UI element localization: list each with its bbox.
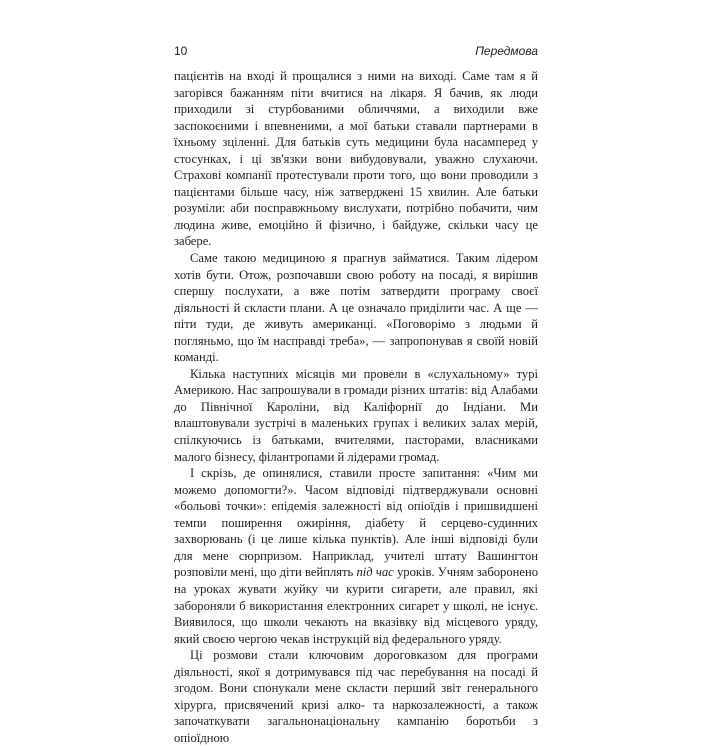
paragraph-5: Ці розмови стали ключовим дороговказом для програми діяльності, якої я дотримувався під час перебування на посаді й згодом. Вони спонукали мене скласти перший звіт генерального хірурга, присвячений кризі алко- та наркозалежності, а також започаткувати загальнонаціональну кампанію боротьби з опіоїдною	[174, 648, 538, 745]
page-number: 10	[174, 44, 188, 58]
paragraph-1: пацієнтів на вході й прощалися з ними на виході. Саме там я й загорівся бажанням піти вчитися на лікаря. Я бачив, як люди приходили зі стурбованими обличчями, а виходили вже заспокоєними і впевненими, а мої батьки ставали партнерами в їхньому зціленні. Для батьків суть медицини була насамперед у стосунках, і ці зв'язки вони вибудовували, уважно слухаючи. Страхові компанії протестували проти того, що вони проводили з пацієнтами більше часу, ніж затверджені 15 хвилин. Але батьки розуміли: аби посправжньому вислухати, потрібно побачити, чим людина живе, емоційно й фізично, і байдуже, скільки часу це забере.	[174, 69, 538, 249]
emphasis: під час	[356, 565, 394, 580]
paragraph-3: Кілька наступних місяців ми провели в «слухальному» турі Америкою. Нас запрошували в громади різних штатів: від Алабами до Північної Кароліни, від Каліфорнії до Індіани. Ми влаштовували зустрічі в маленьких групах і великих залах мерій, спілкуючись із батьками, вчителями, пасторами, власниками малого бізнесу, філантропами й лідерами громад.	[174, 366, 538, 464]
paragraph-2: Саме такою медициною я прагнув займатися. Таким лідером хотів бути. Отож, розпочавши свою роботу на посаді, я вирішив спершу послухати, а вже потім затвердити програму своєї діяльності й скласти плани. А це означало приділити час. А ще — піти туди, де живуть американці. «Поговорімо з людьми й погляньмо, що їм насправді треба», — запропонував я своїй новій команді.	[174, 251, 538, 365]
body-text	[174, 68, 538, 746]
paragraph-4: І скрізь, де опинялися, ставили просте запитання: «Чим ми можемо допомогти?». Часом відповіді підтверджували основні «больові точки»: епідемія залежності від опіоїдів і пришвидшені темпи поширення ожиріння, діабету й серцево-судинних захворювань (і це лише кілька пунктів). Але інші відповіді були для мене сюрпризом. Наприклад, учителі штату Вашингтон розповіли мені, що діти вейплять під час уроків. Учням заборонено на уроках жувати жуйку чи курити сигарети, але правил, які забороняли б використання електронних сигарет у школі, не існує. Виявилося, що школи чекають на вказівку від місцевого уряду, який своєю чергою чекав інструкцій від федерального уряду.	[174, 466, 538, 646]
running-header	[174, 44, 538, 64]
section-title: Передмова	[475, 44, 538, 58]
